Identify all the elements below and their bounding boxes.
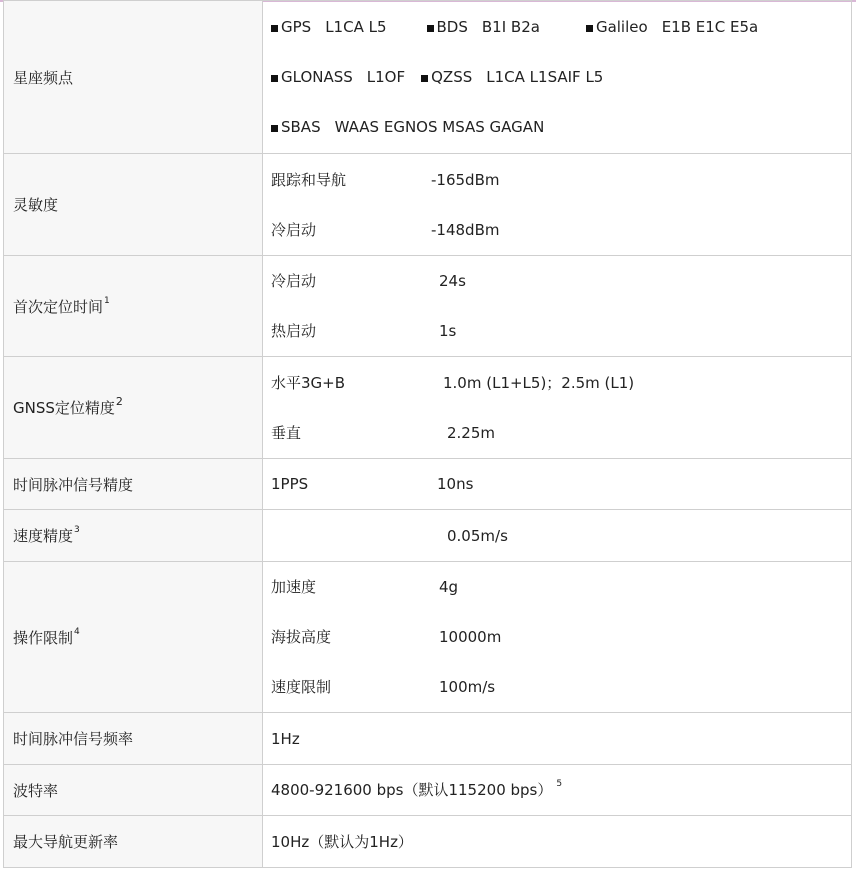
param-line [271, 155, 851, 205]
row-label: 星座频点 [13, 68, 74, 87]
table-row [4, 154, 852, 256]
row-label-cell [4, 816, 263, 868]
constellation-name: GLONASS [281, 68, 353, 86]
row-label-cell [4, 510, 263, 562]
value-cell [263, 459, 852, 510]
row-label-cell [4, 256, 263, 357]
value-cell [263, 510, 852, 562]
param-value: 10000m [439, 628, 502, 646]
signal-list: L1CA L5 [325, 18, 387, 36]
param-name: 冷启动 [271, 272, 317, 290]
param-line [271, 526, 851, 546]
param-value: 10ns [437, 475, 474, 493]
footnote-mark: 2 [115, 395, 123, 408]
param-name: 冷启动 [271, 220, 317, 239]
table-row [4, 713, 852, 765]
table-row [4, 562, 852, 713]
table-row [4, 1, 852, 154]
value-cell [263, 562, 852, 713]
row-label-cell [4, 1, 263, 154]
footnote-mark: 5 [556, 779, 563, 789]
bullet-square-icon [271, 125, 278, 132]
param-line [271, 306, 851, 356]
row-label: 时间脉冲信号频率 [13, 730, 134, 748]
param-value: -165dBm [431, 170, 500, 189]
param-value: 1Hz [271, 729, 300, 748]
param-name: 热启动 [271, 322, 317, 340]
row-label: 最大导航更新率 [13, 833, 119, 851]
param-name: 速度限制 [271, 678, 332, 696]
param-line [271, 729, 851, 749]
param-value: 4800-921600 bps（默认115200 bps） [271, 781, 553, 799]
param-value: 100m/s [439, 678, 496, 696]
row-label-cell [4, 765, 263, 816]
param-line [271, 562, 851, 612]
signal-list: L1CA L1SAIF L5 [486, 68, 604, 86]
param-name: 海拔高度 [271, 628, 332, 646]
value-cell [263, 357, 852, 459]
param-name: 1PPS [271, 475, 309, 493]
signal-list: B1I B2a [481, 18, 540, 36]
constellation-name: GPS [281, 18, 312, 36]
param-value: 4g [439, 578, 459, 596]
row-label: 波特率 [13, 781, 59, 800]
signal-list: E1B E1C E5a [661, 18, 759, 36]
param-line [271, 832, 851, 852]
table-row [4, 816, 852, 868]
constellation-name: SBAS [281, 118, 321, 136]
param-line [271, 612, 851, 662]
param-name: 跟踪和导航 [271, 170, 347, 189]
constellation-line [271, 102, 851, 152]
param-name: 水平3G+B [271, 373, 346, 392]
bullet-square-icon [586, 25, 593, 32]
constellation-name: BDS [436, 18, 468, 36]
param-line [271, 780, 851, 800]
row-label: 操作限制 [13, 628, 74, 647]
constellation-name: Galileo [595, 18, 648, 36]
bullet-square-icon [421, 75, 428, 82]
row-label: 灵敏度 [13, 196, 59, 214]
bullet-square-icon [271, 25, 278, 32]
table-row [4, 357, 852, 459]
row-label: 速度精度 [13, 527, 74, 545]
footnote-mark: 1 [104, 295, 110, 306]
value-cell [263, 154, 852, 256]
table-row [4, 256, 852, 357]
param-line [271, 408, 851, 458]
param-line [271, 662, 851, 712]
param-name: 垂直 [271, 423, 302, 442]
footnote-mark: 4 [74, 626, 80, 637]
signal-list: L1OF [366, 68, 406, 86]
row-label-cell [4, 562, 263, 713]
param-name: 加速度 [271, 578, 317, 596]
constellation-name: QZSS [431, 68, 473, 86]
footnote-mark: 3 [74, 525, 80, 535]
signal-list: WAAS EGNOS MSAS GAGAN [334, 118, 545, 136]
bullet-square-icon [427, 25, 434, 32]
constellation-line [271, 2, 851, 52]
param-value: 1s [439, 322, 457, 340]
constellation-cell [263, 1, 852, 154]
param-value: 10Hz（默认为1Hz） [271, 832, 413, 851]
row-label: 首次定位时间 [13, 297, 104, 316]
spec-table [3, 0, 852, 868]
value-cell [263, 816, 852, 868]
param-value: 24s [439, 272, 466, 290]
constellation-line [271, 52, 851, 102]
table-row [4, 459, 852, 510]
param-value: 1.0m (L1+L5)；2.5m (L1) [443, 373, 635, 392]
value-cell [263, 713, 852, 765]
row-label-cell [4, 357, 263, 459]
bullet-square-icon [271, 75, 278, 82]
row-label-cell [4, 459, 263, 510]
row-label: GNSS定位精度 [13, 399, 115, 417]
param-value: -148dBm [431, 220, 500, 239]
value-cell [263, 256, 852, 357]
row-label-cell [4, 154, 263, 256]
row-label: 时间脉冲信号精度 [13, 475, 134, 494]
param-line [271, 256, 851, 306]
value-cell [263, 765, 852, 816]
row-label-cell [4, 713, 263, 765]
param-line [271, 474, 851, 494]
param-value: 0.05m/s [447, 526, 508, 545]
param-line [271, 358, 851, 408]
table-row [4, 510, 852, 562]
table-row [4, 765, 852, 816]
param-line [271, 205, 851, 255]
param-value: 2.25m [447, 423, 496, 442]
